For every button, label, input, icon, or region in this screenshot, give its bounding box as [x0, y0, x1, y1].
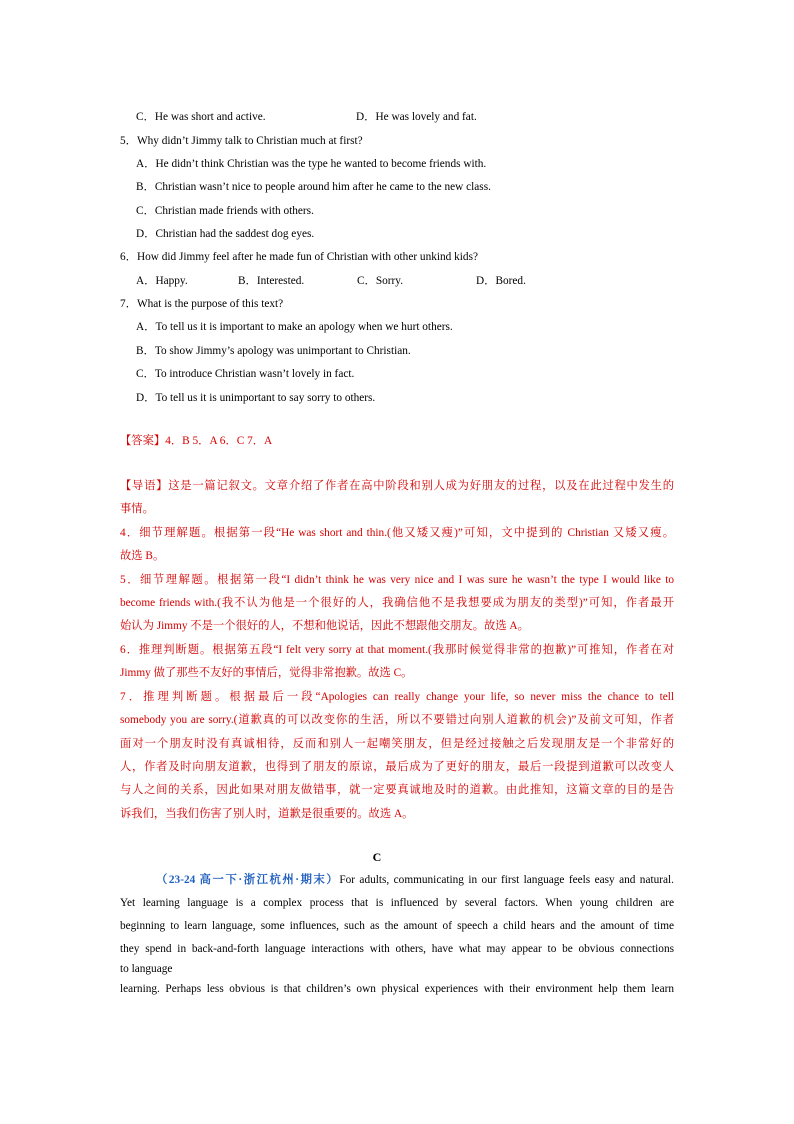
explanation-4-line-1: 4．细节理解题。根据第一段“He was short and thin.(他又矮又瘦)”可知，文中提到的 Christian 又矮又瘦。 — [120, 527, 674, 539]
q6-stem: 6．How did Jimmy feel after he made fun of Christian with other unkind kids? — [120, 251, 478, 263]
section-heading: C — [372, 850, 382, 864]
guide-line-1: 【导语】这是一篇记叙文。文章介绍了作者在高中阶段和别人成为好朋友的过程，以及在此过程中发生的 — [120, 480, 674, 492]
explanation-7-line-3: 面对一个朋友时没有真诚相待，反而和别人一起嘲笑朋友，但是经过接触之后发现朋友是一个非常好的 — [120, 738, 674, 750]
guide-line-2: 事情。 — [120, 503, 154, 515]
passage-line-1 — [120, 873, 674, 887]
q5-option-c: C．Christian made friends with others. — [136, 205, 314, 217]
passage-line-2: Yet learning language is a complex process that is influenced by several factors. When young children are — [120, 897, 674, 909]
explanation-7-line-4: 人，作者及时向朋友道歉，也得到了朋友的原谅，最后成为了更好的朋友，最后一段提到道歉可以改变人 — [120, 761, 674, 773]
answer-line: 【答案】4．B 5．A 6．C 7．A — [120, 435, 273, 447]
q6-option-a: A．Happy. — [136, 275, 188, 287]
explanation-7-line-6: 诉我们，当我们伤害了别人时，道歉是很重要的。故选 A。 — [120, 808, 414, 820]
passage-line-6: learning. Perhaps less obvious is that children’s own physical experiences with their environment help them learn — [120, 983, 674, 995]
explanation-6-line-2: Jimmy 做了那些不友好的事情后，觉得非常抱歉。故选 C。 — [120, 667, 413, 679]
explanation-4-line-2: 故选 B。 — [120, 550, 165, 562]
q5-option-d: D．Christian had the saddest dog eyes. — [136, 228, 315, 240]
q7-option-d: D．To tell us it is unimportant to say sorry to others. — [136, 392, 376, 404]
q5-option-a: A．He didn’t think Christian was the type he wanted to become friends with. — [136, 158, 487, 170]
explanation-7-line-2: somebody you are sorry.(道歉真的可以改变你的生活，所以不要错过向别人道歉的机会)”及前文可知，作者 — [120, 714, 674, 726]
explanation-6-line-1: 6．推理判断题。根据第五段“I felt very sorry at that moment.(我那时候觉得非常的抱歉)”可推知，作者在对 — [120, 644, 674, 656]
q6-option-b: B．Interested. — [238, 275, 305, 287]
passage-line-1-text: For adults, communicating in our first language feels easy and natural. — [339, 874, 674, 886]
passage-line-3: beginning to learn language, some influences, such as the amount of speech a child hears and the amount of time — [120, 920, 674, 932]
q4-option-c: C．He was short and active. — [136, 111, 266, 123]
q6-option-c: C．Sorry. — [357, 275, 404, 287]
q7-option-b: B．To show Jimmy’s apology was unimportant to Christian. — [136, 345, 411, 357]
passage-line-5: to language — [120, 963, 173, 975]
explanation-7-line-5: 与人之间的关系，因此如果对朋友做错事，就一定要真诚地及时的道歉。由此推知，这篇文章的目的是告 — [120, 784, 674, 796]
explanation-5-line-2: become friends with.(我不认为他是一个很好的人，我确信他不是我想要成为朋友的类型)”可知，作者最开 — [120, 597, 674, 609]
explanation-5-line-3: 始认为 Jimmy 不是一个很好的人，不想和他说话，因此不想跟他交朋友。故选 A。 — [120, 620, 529, 632]
q5-stem: 5．Why didn’t Jimmy talk to Christian much at first? — [120, 135, 363, 147]
q7-stem: 7．What is the purpose of this text? — [120, 298, 284, 310]
explanation-5-line-1: 5．细节理解题。根据第一段“I didn’t think he was very nice and I was sure he wasn’t the type I would like to — [120, 574, 674, 586]
q7-option-a: A．To tell us it is important to make an apology when we hurt others. — [136, 321, 453, 333]
explanation-7-line-1: 7．推理判断题。根据最后一段“Apologies can really change your life, so never miss the chance to tell — [120, 691, 674, 703]
q7-option-c: C．To introduce Christian wasn’t lovely in fact. — [136, 368, 355, 380]
q5-option-b: B．Christian wasn’t nice to people around him after he came to the new class. — [136, 181, 491, 193]
source-tag: （23-24 高一下·浙江杭州·期末） — [156, 874, 340, 886]
q4-option-d: D．He was lovely and fat. — [356, 111, 477, 123]
passage-line-4: they spend in back-and-forth language interactions with others, have what may appear to be obvious connections — [120, 943, 674, 955]
q6-option-d: D．Bored. — [476, 275, 526, 287]
